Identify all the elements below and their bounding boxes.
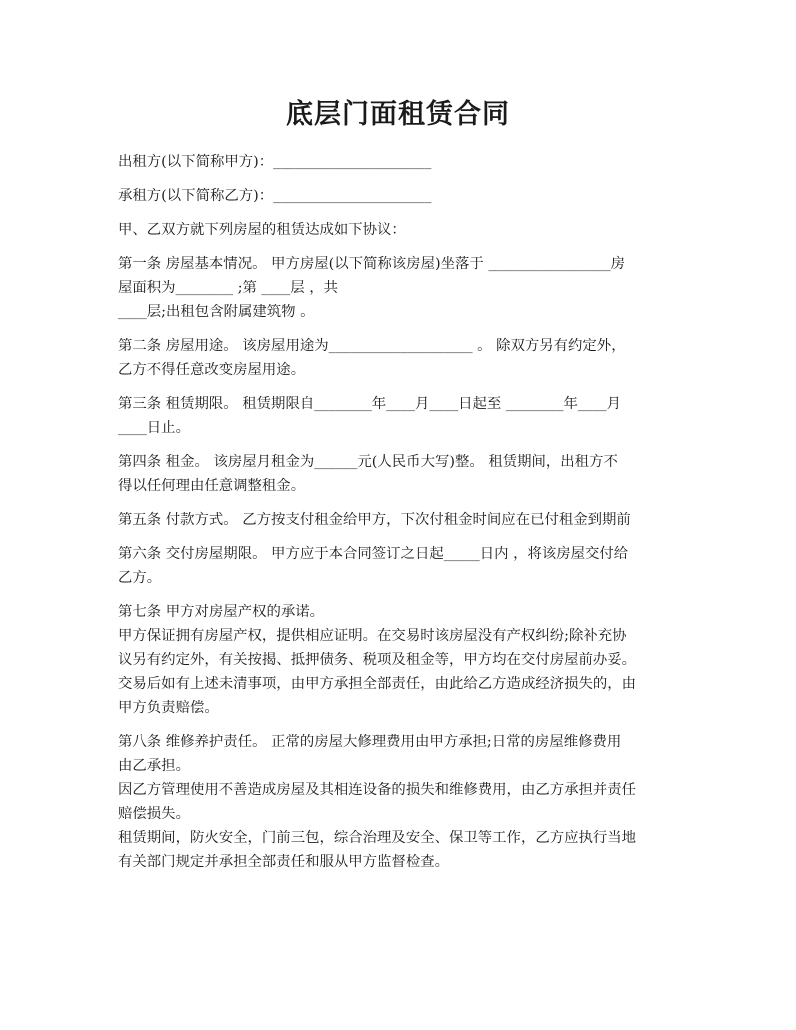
article-7-line-3: 交易后如有上述未清事项，由甲方承担全部责任，由此给乙方造成经济损失的，由 [118,676,637,692]
article-8-line-4: 赔偿损失。 [118,806,190,822]
document-title: 底层门面租赁合同 [286,99,510,130]
article-8-line-3: 因乙方管理使用不善造成房屋及其相连设备的损失和维修费用，由乙方承担并责任 [118,782,637,798]
article-4 [118,450,680,498]
article-1-line-2: 屋面积为________ ;第 ____层 ，共 [118,280,339,296]
document-body [118,150,680,884]
intro-line: 甲、乙双方就下列房屋的租赁达成如下协议： [118,222,406,238]
article-4-line-1: 第四条 租金。 该房屋月租金为______元(人民币大写)整。 租赁期间，出租方不 [118,454,618,470]
lessee-line: 承租方(以下简称乙方)：______________________ [118,188,432,204]
article-8-line-5: 租赁期间，防火安全，门前三包，综合治理及安全、保卫等工作，乙方应执行当地 [118,830,637,846]
article-2 [118,334,680,382]
article-8-line-1: 第八条 维修养护责任。 正常的房屋大修理费用由甲方承担;日常的房屋维修费用 [118,734,622,750]
article-1 [118,252,680,324]
article-3 [118,392,680,440]
article-3-line-1: 第三条 租赁期限。 租赁期限自________年____月____日起至 ________年____月 [118,396,622,412]
article-7-heading: 第七条 甲方对房屋产权的承诺。 [118,604,325,620]
article-2-line-2: 乙方不得任意改变房屋用途。 [118,362,306,378]
article-8-line-2: 由乙承担。 [118,758,190,774]
article-6-line-2: 乙方。 [118,570,162,586]
article-6-line-1: 第六条 交付房屋期限。 甲方应于本合同签订之日起_____日内 ，将该房屋交付给 [118,546,629,562]
article-1-line-1: 第一条 房屋基本情况。 甲方房屋(以下简称该房屋)坐落于 _________________房 [118,256,626,272]
article-4-line-2: 得以任何理由任意调整租金。 [118,478,306,494]
article-7 [118,600,680,720]
article-2-line-1: 第二条 房屋用途。 该房屋用途为____________________ 。 除双方另有约定外， [118,338,626,354]
article-6 [118,542,680,590]
article-5: 第五条 付款方式。 乙方按支付租金给甲方，下次付租金时间应在已付租金到期前 [118,512,631,528]
article-8-line-6: 有关部门规定并承担全部责任和服从甲方监督检查。 [118,854,449,870]
article-1-line-3: ____层;出租包含附属建筑物 。 [118,304,315,320]
article-3-line-2: ____日止。 [118,420,190,436]
article-7-line-1: 甲方保证拥有房屋产权，提供相应证明。在交易时该房屋没有产权纠纷;除补充协 [118,628,627,644]
article-7-line-2: 议另有约定外，有关按揭、抵押债务、税项及租金等，甲方均在交付房屋前办妥。 [118,652,637,668]
article-7-line-4: 甲方负责赔偿。 [118,700,219,716]
article-8 [118,730,680,874]
lessor-line: 出租方(以下简称甲方)：______________________ [118,154,432,170]
